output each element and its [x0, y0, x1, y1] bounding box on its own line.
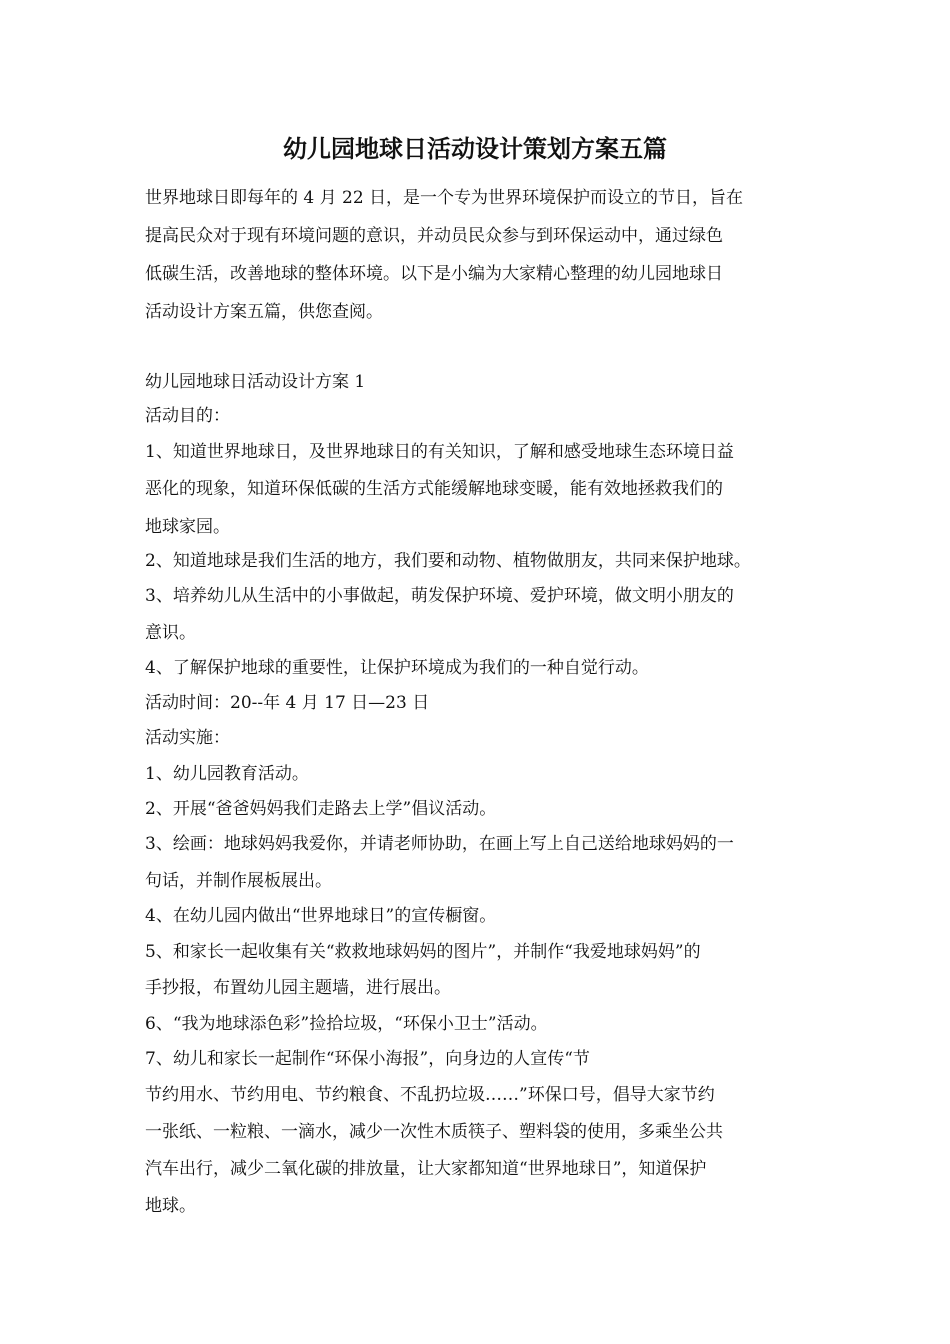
intro-line: 世界地球日即每年的 4 月 22 日，是一个专为世界环境保护而设立的节日，旨在 [145, 188, 744, 208]
goal-line: 意识。 [145, 623, 196, 643]
implementation-line: 5、和家长一起收集有关“救救地球妈妈的图片”，并制作“我爱地球妈妈”的 [145, 942, 701, 962]
implementation-line: 4、在幼儿园内做出“世界地球日”的宣传橱窗。 [145, 906, 497, 926]
section-heading: 幼儿园地球日活动设计方案 1 [145, 372, 366, 392]
intro-line: 提高民众对于现有环境问题的意识，并动员民众参与到环保运动中，通过绿色 [145, 226, 723, 246]
implementation-line: 手抄报，布置幼儿园主题墙，进行展出。 [145, 978, 451, 998]
goal-line: 地球家园。 [145, 517, 230, 537]
implementation-line: 句话，并制作展板展出。 [145, 871, 332, 891]
goal-line: 4、了解保护地球的重要性，让保护环境成为我们的一种自觉行动。 [145, 658, 649, 678]
goal-line: 1、知道世界地球日，及世界地球日的有关知识，了解和感受地球生态环境日益 [145, 442, 734, 462]
intro-line: 低碳生活，改善地球的整体环境。以下是小编为大家精心整理的幼儿园地球日 [145, 264, 723, 284]
implementation-line: 节约用水、节约用电、节约粮食、不乱扔垃圾……”环保口号，倡导大家节约 [145, 1085, 715, 1105]
implementation-line: 1、幼儿园教育活动。 [145, 764, 309, 784]
goal-line: 2、知道地球是我们生活的地方，我们要和动物、植物做朋友，共同来保护地球。 [145, 551, 751, 571]
intro-line: 活动设计方案五篇，供您查阅。 [145, 302, 383, 322]
implementation-line: 2、开展“爸爸妈妈我们走路去上学”倡议活动。 [145, 799, 497, 819]
implementation-line: 一张纸、一粒粮、一滴水，减少一次性木质筷子、塑料袋的使用，多乘坐公共 [145, 1122, 723, 1142]
implementation-line: 汽车出行，减少二氧化碳的排放量，让大家都知道“世界地球日”，知道保护 [145, 1159, 707, 1179]
subheading-implementation: 活动实施： [145, 728, 230, 748]
implementation-line: 地球。 [145, 1196, 196, 1216]
goal-line: 恶化的现象，知道环保低碳的生活方式能缓解地球变暖，能有效地拯救我们的 [145, 479, 723, 499]
activity-time: 活动时间：20--年 4 月 17 日—23 日 [145, 693, 430, 713]
subheading-goals: 活动目的： [145, 406, 230, 426]
document-title: 幼儿园地球日活动设计策划方案五篇 [283, 134, 667, 163]
implementation-line: 3、绘画：地球妈妈我爱你，并请老师协助，在画上写上自己送给地球妈妈的一 [145, 834, 734, 854]
implementation-line: 6、“我为地球添色彩”捡拾垃圾，“环保小卫士”活动。 [145, 1014, 548, 1034]
implementation-line: 7、幼儿和家长一起制作“环保小海报”，向身边的人宣传“节 [145, 1049, 590, 1069]
goal-line: 3、培养幼儿从生活中的小事做起，萌发保护环境、爱护环境，做文明小朋友的 [145, 586, 734, 606]
